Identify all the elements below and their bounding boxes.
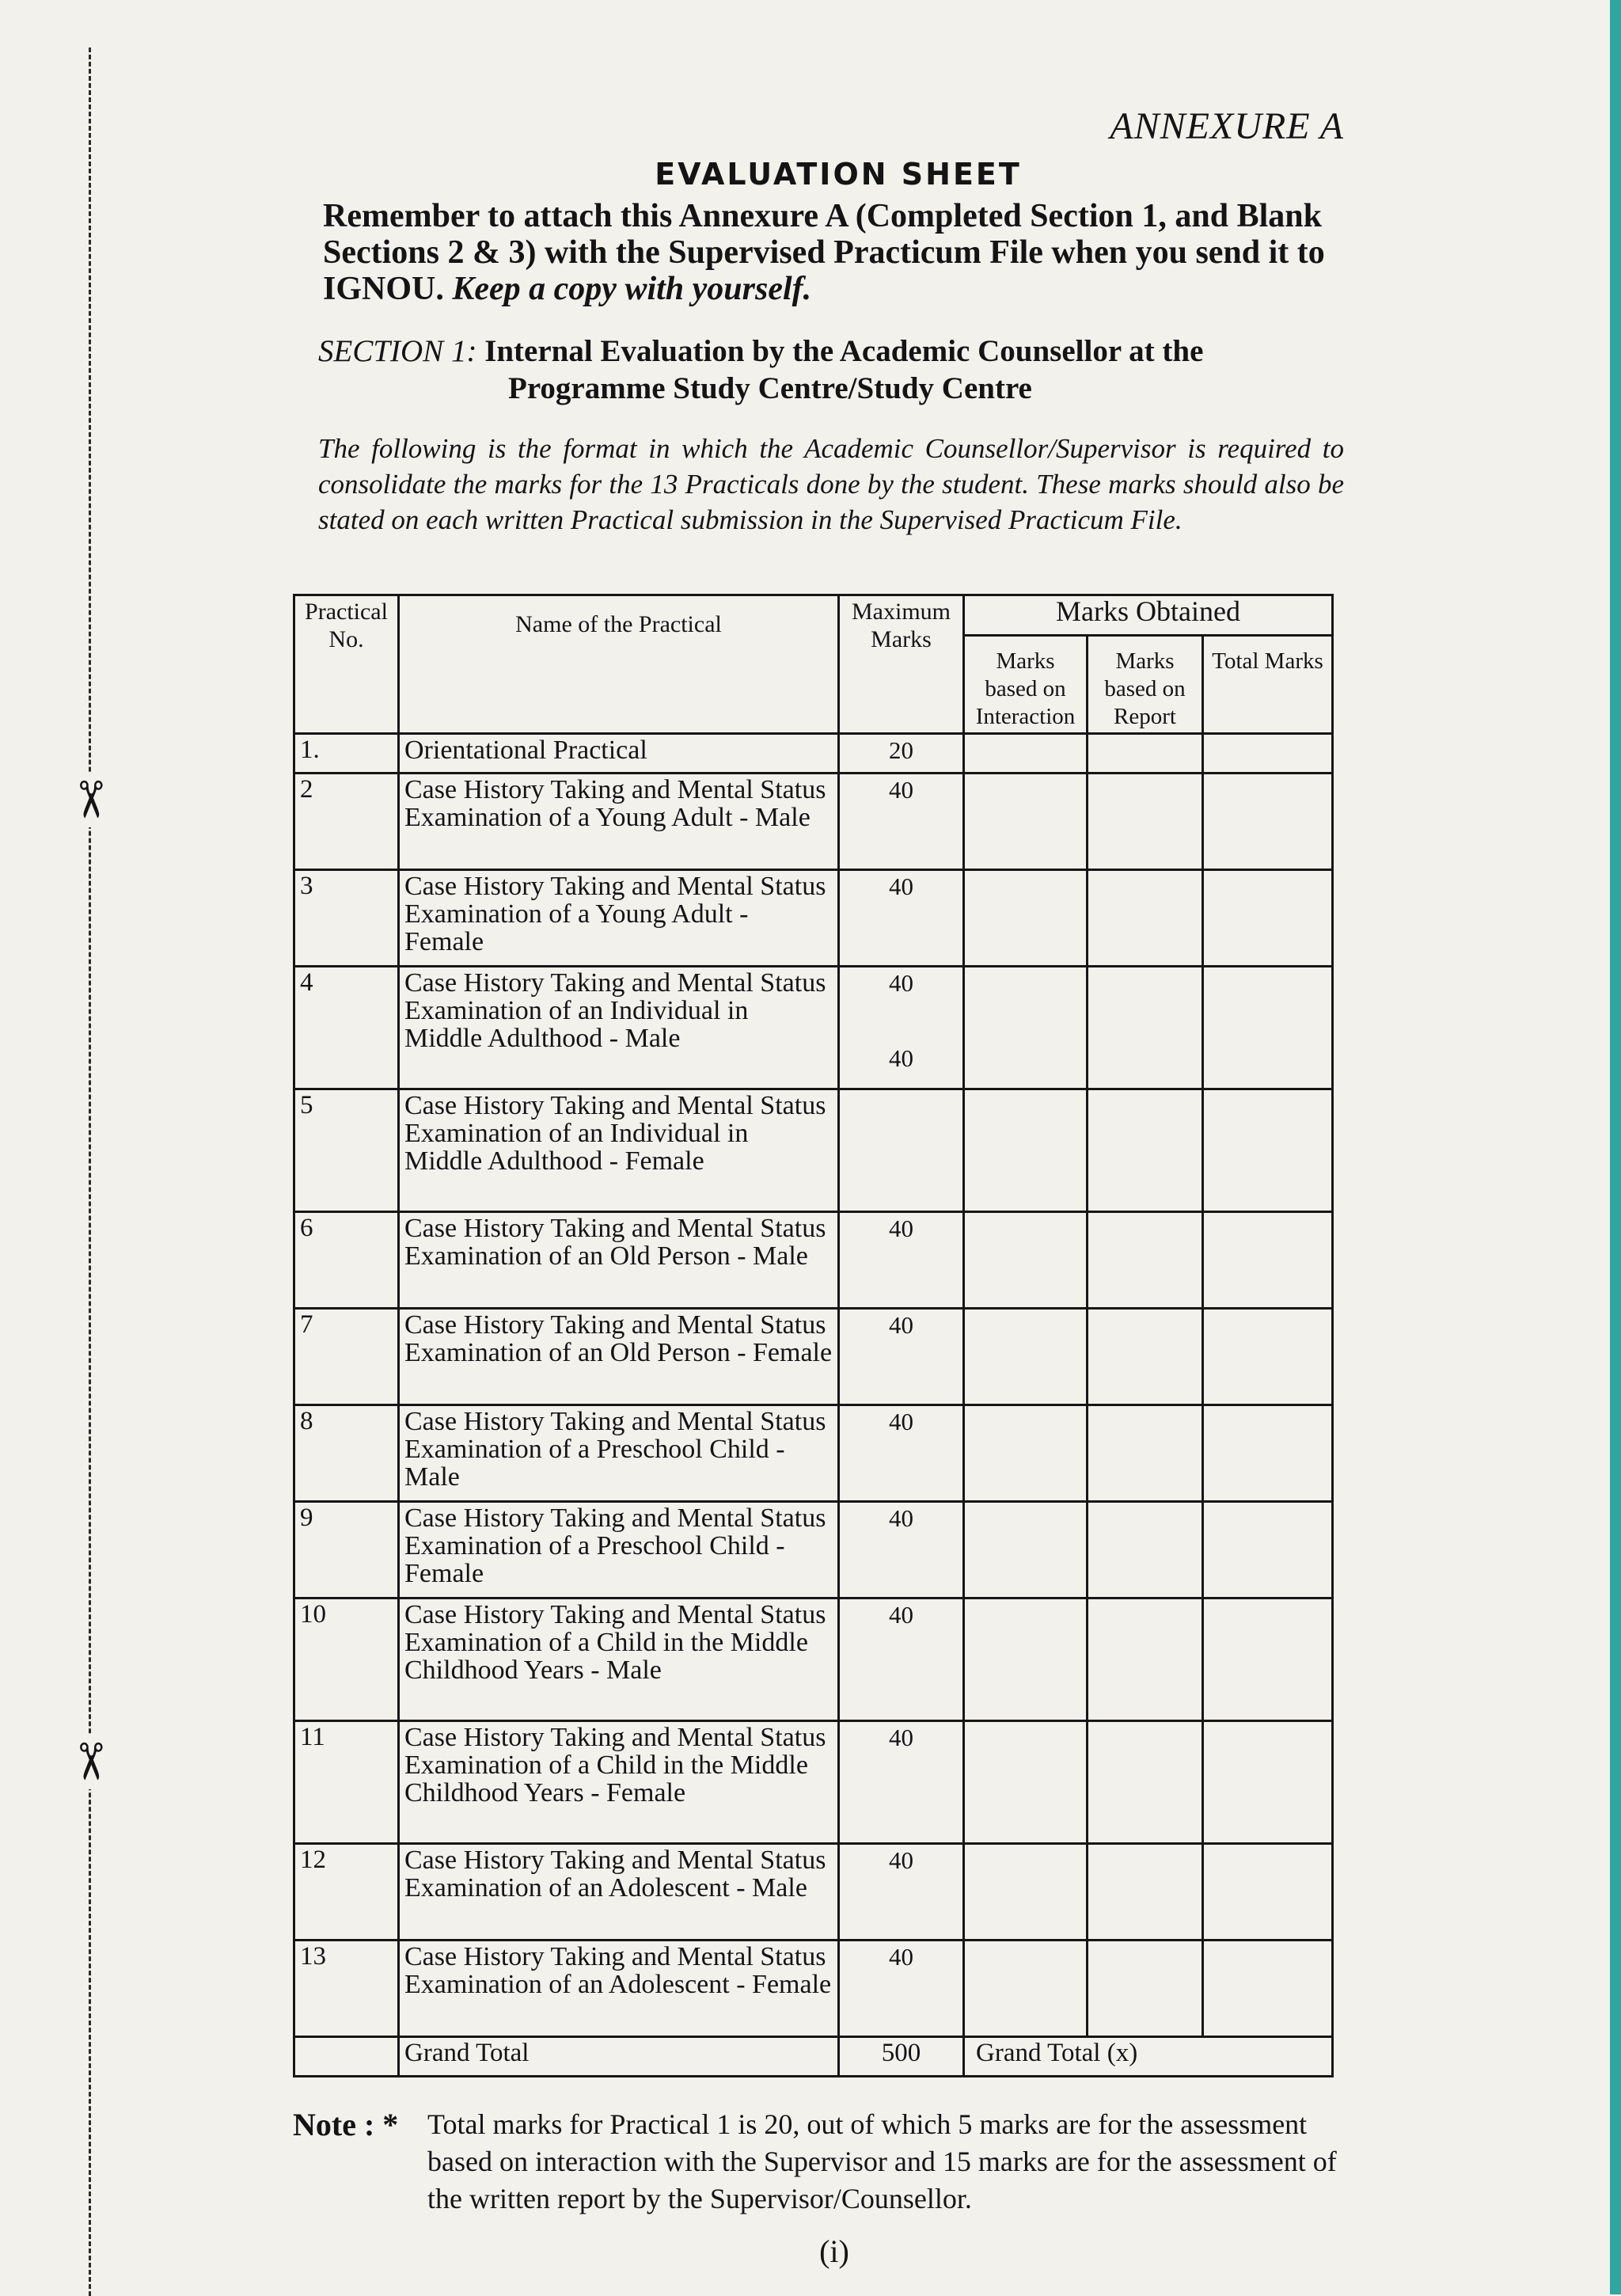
marks-interaction-cell	[964, 1405, 1088, 1502]
practical-no: 9	[294, 1502, 399, 1598]
max-marks-value: 40	[889, 1846, 913, 1874]
scissors-icon: ✂	[58, 1734, 121, 1789]
practical-no: 2	[294, 774, 399, 870]
max-marks-value: 40	[889, 1215, 913, 1242]
marks-interaction-cell	[964, 1089, 1088, 1212]
max-marks-value: 40	[889, 1311, 913, 1339]
max-marks-value: 40	[889, 776, 913, 804]
marks-interaction-cell	[964, 870, 1088, 967]
section-label: SECTION 1:	[318, 334, 477, 368]
practical-name: Case History Taking and Mental Status Examination of an Old Person - Male	[399, 1212, 839, 1309]
max-marks-value: 40	[889, 1408, 913, 1435]
practical-name: Case History Taking and Mental Status Examination of a Young Adult - Female	[399, 870, 839, 967]
total-marks-cell	[1203, 870, 1333, 967]
max-marks	[839, 1502, 964, 1598]
practical-name: Case History Taking and Mental Status Examination of a Young Adult - Male	[399, 774, 839, 870]
max-marks-value: 40	[889, 1601, 913, 1629]
marks-report-cell	[1088, 1844, 1203, 1941]
total-marks-cell	[1203, 1721, 1333, 1844]
practical-no: 5	[294, 1089, 399, 1212]
header-name: Name of the Practical	[399, 595, 839, 734]
marks-report-cell	[1088, 1089, 1203, 1212]
sheet-title: EVALUATION SHEET	[655, 157, 1022, 192]
max-marks	[839, 870, 964, 967]
section-title-line1: Internal Evaluation by the Academic Counsellor at the	[484, 334, 1204, 368]
practical-name: Case History Taking and Mental Status Examination of a Preschool Child - Female	[399, 1502, 839, 1598]
max-marks-extra: 40	[889, 1044, 913, 1072]
max-marks	[839, 1721, 964, 1844]
practical-no: 8	[294, 1405, 399, 1502]
grand-total-x: Grand Total (x)	[964, 2037, 1333, 2077]
marks-report-cell	[1088, 1721, 1203, 1844]
practical-no: 12	[294, 1844, 399, 1941]
marks-report-cell	[1088, 1212, 1203, 1309]
practical-name: Case History Taking and Mental Status Examination of an Individual in Middle Adulthood - Female	[399, 1089, 839, 1212]
marks-interaction-cell	[964, 1721, 1088, 1844]
practical-name: Case History Taking and Mental Status Examination of an Adolescent - Male	[399, 1844, 839, 1941]
marks-interaction-cell	[964, 774, 1088, 870]
table-row	[294, 734, 1333, 774]
remember-instruction	[323, 198, 1344, 307]
practical-no: 13	[294, 1941, 399, 2037]
max-marks	[839, 734, 964, 774]
max-marks	[839, 1598, 964, 1721]
practical-no: 10	[294, 1598, 399, 1721]
practical-name: Case History Taking and Mental Status Examination of an Individual in Middle Adulthood - Male	[399, 967, 839, 1089]
table-row	[294, 967, 1333, 1089]
max-marks	[839, 1212, 964, 1309]
header-marks-obtained: Marks Obtained	[964, 595, 1333, 636]
practical-no: 4	[294, 967, 399, 1089]
practical-name: Orientational Practical	[399, 734, 839, 774]
marks-interaction-cell	[964, 1941, 1088, 2037]
marks-report-cell	[1088, 1598, 1203, 1721]
max-marks	[839, 774, 964, 870]
total-marks-cell	[1203, 774, 1333, 870]
total-blank	[294, 2037, 399, 2077]
marks-interaction-cell	[964, 1309, 1088, 1405]
header-report: Marks based on Report	[1088, 636, 1203, 734]
section1-heading	[318, 333, 1347, 407]
page-number: (i)	[819, 2233, 849, 2269]
practical-name: Case History Taking and Mental Status Examination of an Old Person - Female	[399, 1309, 839, 1405]
note-text: Total marks for Practical 1 is 20, out of which 5 marks are for the assessment based on interaction with the Supervisor and 15 marks are for the assessment of the written report by the Supervisor/Counsellor.	[427, 2108, 1337, 2214]
total-marks-cell	[1203, 734, 1333, 774]
header-interaction: Marks based on Interaction	[964, 636, 1088, 734]
practical-name: Case History Taking and Mental Status Examination of an Adolescent - Female	[399, 1941, 839, 2037]
header-max-marks: Maximum Marks	[839, 595, 964, 734]
page-edge	[1610, 0, 1621, 2294]
practical-no: 11	[294, 1721, 399, 1844]
grand-total-max: 500	[839, 2037, 964, 2077]
marks-report-cell	[1088, 1309, 1203, 1405]
marks-interaction-cell	[964, 1844, 1088, 1941]
marks-report-cell	[1088, 1405, 1203, 1502]
annexure-label: ANNEXURE A	[1110, 105, 1344, 147]
table-body	[294, 734, 1333, 2037]
marks-interaction-cell	[964, 1502, 1088, 1598]
total-marks-cell	[1203, 1844, 1333, 1941]
grand-total-label: Grand Total	[399, 2037, 839, 2077]
marks-interaction-cell	[964, 1598, 1088, 1721]
keep-copy-text: Keep a copy with yourself.	[452, 271, 812, 307]
practical-no: 6	[294, 1212, 399, 1309]
header-total: Total Marks	[1203, 636, 1333, 734]
section-title-line2: Programme Study Centre/Study Centre	[508, 371, 1032, 405]
marks-report-cell	[1088, 774, 1203, 870]
remember-text: Remember to attach this Annexure A (Completed Section 1, and Blank Sections 2 & 3) with the Supervised Practicum File when you send it to IGNOU.	[323, 198, 1325, 307]
note	[293, 2106, 1346, 2218]
max-marks-value: 40	[889, 872, 913, 900]
marks-report-cell	[1088, 1941, 1203, 2037]
max-marks	[839, 1405, 964, 1502]
total-marks-cell	[1203, 1309, 1333, 1405]
scissors-icon: ✂	[58, 772, 121, 827]
marks-report-cell	[1088, 1502, 1203, 1598]
max-marks-value: 40	[889, 1504, 913, 1532]
marks-table	[293, 594, 1334, 2077]
max-marks-value: 40	[889, 969, 913, 997]
max-marks	[839, 1309, 964, 1405]
table-row	[294, 1089, 1333, 1212]
table-row	[294, 1844, 1333, 1941]
practical-name: Case History Taking and Mental Status Examination of a Child in the Middle Childhood Years - Female	[399, 1721, 839, 1844]
max-marks-value: 40	[889, 1943, 913, 1971]
max-marks-value: 40	[889, 1724, 913, 1751]
max-marks	[839, 1844, 964, 1941]
intro-paragraph: The following is the format in which the Academic Counsellor/Supervisor is required to consolidate the marks for the 13 Practicals done by the student. These marks should also be stated on each written Practical submission in the Supervised Practicum File.	[318, 433, 1344, 535]
table-row	[294, 774, 1333, 870]
table-row	[294, 1941, 1333, 2037]
table-row	[294, 1502, 1333, 1598]
total-marks-cell	[1203, 967, 1333, 1089]
max-marks	[839, 1941, 964, 2037]
marks-interaction-cell	[964, 967, 1088, 1089]
total-marks-cell	[1203, 1212, 1333, 1309]
marks-interaction-cell	[964, 1212, 1088, 1309]
max-marks-value: 20	[889, 736, 913, 764]
cut-line	[89, 48, 91, 2296]
header-practical-no: Practical No.	[294, 595, 399, 734]
practical-no: 3	[294, 870, 399, 967]
marks-report-cell	[1088, 734, 1203, 774]
marks-report-cell	[1088, 967, 1203, 1089]
total-marks-cell	[1203, 1089, 1333, 1212]
total-marks-cell	[1203, 1941, 1333, 2037]
practical-name: Case History Taking and Mental Status Examination of a Child in the Middle Childhood Years - Male	[399, 1598, 839, 1721]
table-row	[294, 1405, 1333, 1502]
table-row	[294, 1212, 1333, 1309]
practical-no: 1.	[294, 734, 399, 774]
practical-no: 7	[294, 1309, 399, 1405]
practical-name: Case History Taking and Mental Status Examination of a Preschool Child - Male	[399, 1405, 839, 1502]
table-row	[294, 870, 1333, 967]
marks-interaction-cell	[964, 734, 1088, 774]
total-marks-cell	[1203, 1405, 1333, 1502]
total-marks-cell	[1203, 1502, 1333, 1598]
table-row	[294, 1309, 1333, 1405]
total-marks-cell	[1203, 1598, 1333, 1721]
max-marks	[839, 1089, 964, 1212]
max-marks	[839, 967, 964, 1089]
marks-report-cell	[1088, 870, 1203, 967]
table-row	[294, 1721, 1333, 1844]
table-row	[294, 1598, 1333, 1721]
note-label: Note : *	[293, 2107, 399, 2142]
